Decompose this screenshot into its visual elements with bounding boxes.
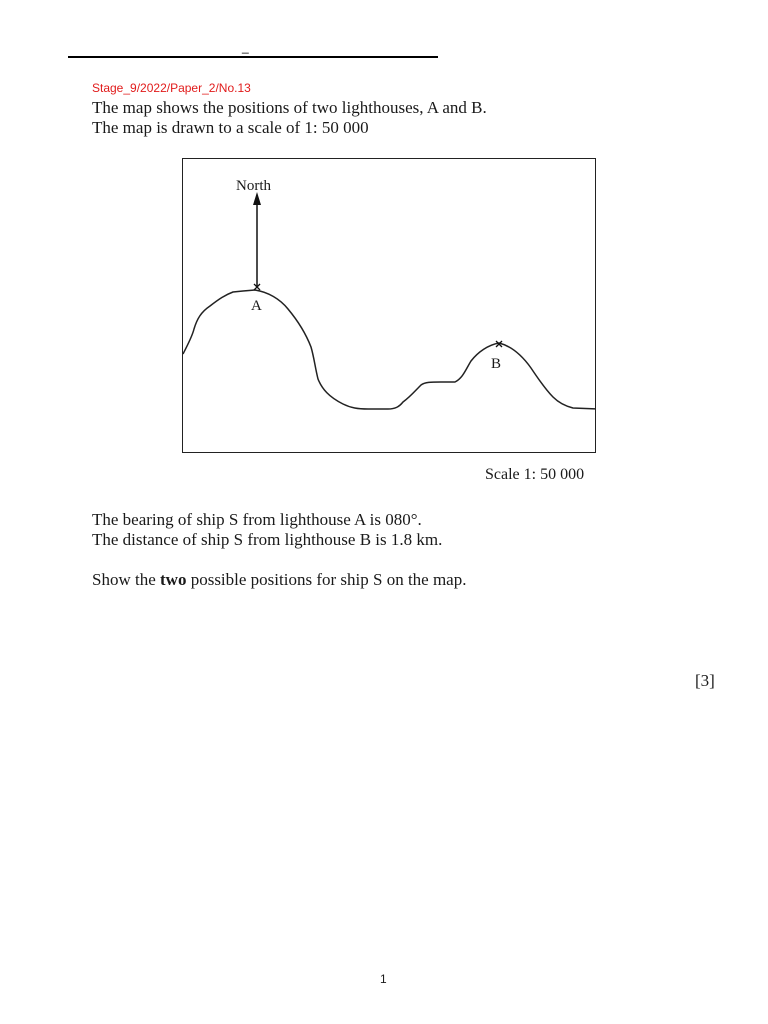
intro-line-2: The map is drawn to a scale of 1: 50 000 bbox=[92, 118, 369, 137]
question-line-1: The bearing of ship S from lighthouse A is 080°. bbox=[92, 510, 422, 529]
scale-caption: Scale 1: 50 000 bbox=[485, 466, 585, 483]
question-line-3-end: possible positions for ship S on the map. bbox=[186, 570, 467, 589]
question-line-3 bbox=[92, 570, 466, 590]
question-line-3-emphasis: two bbox=[160, 570, 187, 589]
header-dash: _ bbox=[242, 40, 249, 54]
coastline-drawing bbox=[183, 159, 596, 453]
page-number: 1 bbox=[380, 972, 387, 986]
intro-line-1: The map shows the positions of two lighthouses, A and B. bbox=[92, 98, 487, 117]
map-figure bbox=[182, 158, 596, 453]
lighthouse-b-label: B bbox=[491, 356, 502, 372]
source-reference: Stage_9/2022/Paper_2/No.13 bbox=[92, 81, 251, 95]
coastline bbox=[183, 290, 596, 409]
north-label: North bbox=[236, 178, 271, 194]
question-line-3-start: Show the bbox=[92, 570, 160, 589]
marks-allocation: [3] bbox=[695, 671, 715, 690]
lighthouse-a-label: A bbox=[251, 298, 262, 314]
header-rule bbox=[68, 56, 438, 58]
question-line-2: The distance of ship S from lighthouse B is 1.8 km. bbox=[92, 530, 443, 549]
